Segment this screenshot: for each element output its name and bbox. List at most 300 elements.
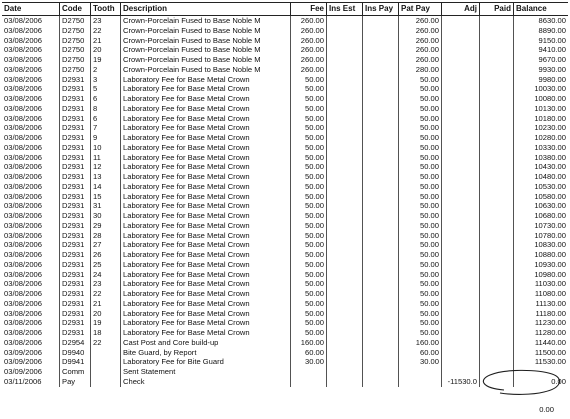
cell-description: Laboratory Fee for Base Metal Crown (121, 182, 291, 192)
header-ins-est: Ins Est (327, 3, 363, 15)
cell-tooth (91, 357, 121, 367)
cell-code: D2931 (60, 143, 91, 153)
cell-balance: 10130.00 (534, 103, 566, 113)
cell-adj (442, 75, 480, 85)
cell-ins-est (327, 55, 363, 65)
cell-pat-pay: 260.00 (399, 26, 442, 36)
cell-description: Crown-Porcelain Fused to Base Noble M (121, 16, 291, 26)
cell-date: 03/08/2006 (2, 162, 60, 172)
cell-tooth: 24 (91, 270, 121, 280)
cell-paid (480, 318, 514, 328)
cell-adj (442, 240, 480, 250)
cell-adj (442, 55, 480, 65)
table-row (2, 123, 568, 133)
cell-balance: 11530.00 (534, 357, 566, 367)
cell-ins-pay (363, 299, 399, 309)
table-row (2, 289, 568, 299)
cell-description: Crown-Porcelain Fused to Base Noble M (121, 36, 291, 46)
cell-code: D2931 (60, 260, 91, 270)
cell-code: D2954 (60, 338, 91, 348)
cell-balance: 11230.00 (534, 318, 566, 328)
cell-adj (442, 16, 480, 26)
cell-fee: 260.00 (291, 16, 327, 26)
cell-ins-pay (363, 240, 399, 250)
cell-ins-est (327, 94, 363, 104)
cell-date: 03/08/2006 (2, 153, 60, 163)
cell-balance: 9930.00 (538, 64, 566, 74)
cell-tooth: 22 (91, 289, 121, 299)
cell-paid (480, 367, 514, 377)
cell-paid (480, 289, 514, 299)
cell-ins-est (327, 133, 363, 143)
cell-date: 03/08/2006 (2, 231, 60, 241)
cell-description: Laboratory Fee for Base Metal Crown (121, 299, 291, 309)
cell-ins-est (327, 114, 363, 124)
cell-paid (480, 377, 514, 387)
cell-description: Laboratory Fee for Base Metal Crown (121, 94, 291, 104)
cell-description: Laboratory Fee for Base Metal Crown (121, 250, 291, 260)
cell-adj (442, 211, 480, 221)
cell-adj (442, 143, 480, 153)
cell-fee: 260.00 (291, 45, 327, 55)
cell-balance: 11280.00 (534, 328, 566, 337)
cell-code: Pay (60, 377, 91, 387)
table-row (2, 367, 568, 377)
cell-ins-pay (363, 192, 399, 202)
cell-ins-est (327, 182, 363, 192)
cell-balance: 10480.00 (534, 172, 566, 181)
cell-fee: 50.00 (291, 260, 327, 270)
cell-tooth: 21 (91, 36, 121, 46)
cell-ins-pay (363, 65, 399, 75)
table-row (2, 153, 568, 163)
cell-pat-pay: 50.00 (399, 260, 442, 270)
header-balance: Balance (516, 4, 547, 13)
cell-description: Laboratory Fee for Bite Guard (121, 357, 291, 367)
cell-ins-est (327, 84, 363, 94)
cell-ins-pay (363, 84, 399, 94)
cell-ins-est (327, 201, 363, 211)
cell-tooth: 6 (91, 94, 121, 104)
cell-ins-est (327, 65, 363, 75)
cell-paid (480, 357, 514, 367)
cell-paid (480, 192, 514, 202)
cell-ins-est (327, 377, 363, 387)
cell-tooth: 13 (91, 172, 121, 182)
cell-balance: 10930.00 (534, 259, 566, 269)
cell-fee: 50.00 (291, 328, 327, 338)
cell-tooth: 20 (91, 309, 121, 319)
cell-balance: 10980.00 (534, 269, 566, 279)
cell-paid (480, 94, 514, 104)
cell-date: 03/08/2006 (2, 299, 60, 309)
cell-paid (480, 279, 514, 289)
cell-balance: 10380.00 (534, 152, 566, 162)
cell-tooth: 31 (91, 201, 121, 211)
cell-date: 03/08/2006 (2, 26, 60, 36)
cell-fee: 50.00 (291, 153, 327, 163)
cell-paid (480, 162, 514, 172)
table-row (2, 348, 568, 358)
cell-code: D2750 (60, 26, 91, 36)
cell-ins-pay (363, 318, 399, 328)
cell-paid (480, 231, 514, 241)
cell-balance: 10180.00 (534, 113, 566, 123)
cell-ins-pay (363, 94, 399, 104)
cell-adj (442, 123, 480, 133)
cell-ins-est (327, 172, 363, 182)
cell-balance: 10330.00 (534, 142, 566, 152)
cell-adj (442, 201, 480, 211)
cell-ins-pay (363, 260, 399, 270)
cell-tooth (91, 377, 121, 387)
table-row (2, 55, 568, 65)
cell-code: D2931 (60, 84, 91, 94)
cell-description: Laboratory Fee for Base Metal Crown (121, 153, 291, 163)
cell-ins-pay (363, 377, 399, 387)
cell-fee: 50.00 (291, 104, 327, 114)
cell-pat-pay: 50.00 (399, 162, 442, 172)
cell-tooth (91, 367, 121, 377)
cell-balance: 10030.00 (534, 84, 566, 94)
cell-ins-pay (363, 26, 399, 36)
cell-description: Laboratory Fee for Base Metal Crown (121, 289, 291, 299)
cell-adj (442, 192, 480, 202)
table-row (2, 270, 568, 280)
cell-balance: 9980.00 (538, 74, 566, 84)
cell-fee: 50.00 (291, 318, 327, 328)
cell-ins-est (327, 45, 363, 55)
cell-paid (480, 143, 514, 153)
cell-ins-est (327, 143, 363, 153)
cell-pat-pay: 50.00 (399, 289, 442, 299)
cell-balance: 9410.00 (538, 45, 566, 55)
header-pat-pay: Pat Pay (399, 3, 442, 15)
cell-ins-est (327, 250, 363, 260)
cell-date: 03/08/2006 (2, 75, 60, 85)
cell-pat-pay: 50.00 (399, 172, 442, 182)
cell-pat-pay: 50.00 (399, 192, 442, 202)
cell-tooth: 2 (91, 65, 121, 75)
cell-balance: 0.00 (551, 376, 566, 386)
cell-ins-est (327, 192, 363, 202)
cell-ins-est (327, 123, 363, 133)
cell-description: Laboratory Fee for Base Metal Crown (121, 270, 291, 280)
table-row (2, 162, 568, 172)
cell-paid (480, 123, 514, 133)
cell-pat-pay: 50.00 (399, 84, 442, 94)
cell-adj (442, 104, 480, 114)
table-row (2, 240, 568, 250)
cell-description: Laboratory Fee for Base Metal Crown (121, 318, 291, 328)
cell-pat-pay: 260.00 (399, 45, 442, 55)
cell-pat-pay: 260.00 (399, 16, 442, 26)
cell-balance: 11500.00 (534, 347, 566, 357)
cell-ins-pay (363, 16, 399, 26)
cell-pat-pay: 50.00 (399, 240, 442, 250)
table-row (2, 84, 568, 94)
cell-pat-pay: 50.00 (399, 231, 442, 241)
table-row (2, 143, 568, 153)
cell-fee: 50.00 (291, 123, 327, 133)
cell-pat-pay: 50.00 (399, 153, 442, 163)
cell-fee: 50.00 (291, 221, 327, 231)
cell-ins-pay (363, 153, 399, 163)
cell-ins-pay (363, 279, 399, 289)
cell-pat-pay: 50.00 (399, 182, 442, 192)
cell-balance: 11440.00 (534, 337, 566, 347)
cell-paid (480, 133, 514, 143)
cell-date: 03/08/2006 (2, 123, 60, 133)
cell-balance: 11130.00 (535, 298, 566, 308)
cell-date: 03/08/2006 (2, 114, 60, 124)
cell-paid (480, 84, 514, 94)
cell-fee: 50.00 (291, 133, 327, 143)
cell-code: Comm (60, 367, 91, 377)
cell-code: D2931 (60, 182, 91, 192)
cell-ins-pay (363, 338, 399, 348)
cell-code: D2931 (60, 240, 91, 250)
cell-ins-est (327, 36, 363, 46)
cell-code: D2931 (60, 231, 91, 241)
table-row (2, 299, 568, 309)
cell-balance: 8630.00 (538, 16, 566, 25)
cell-ins-est (327, 104, 363, 114)
cell-pat-pay: 30.00 (399, 357, 442, 367)
cell-code: D2931 (60, 270, 91, 280)
table-row (2, 221, 568, 231)
cell-date: 03/08/2006 (2, 16, 60, 26)
cell-fee: 50.00 (291, 250, 327, 260)
cell-ins-est (327, 162, 363, 172)
cell-tooth: 12 (91, 162, 121, 172)
cell-ins-pay (363, 357, 399, 367)
cell-ins-pay (363, 231, 399, 241)
cell-tooth: 22 (91, 26, 121, 36)
cell-tooth: 28 (91, 231, 121, 241)
cell-fee: 50.00 (291, 279, 327, 289)
cell-paid (480, 270, 514, 280)
cell-description: Cast Post and Core build-up (121, 338, 291, 348)
cell-paid (480, 153, 514, 163)
cell-fee: 50.00 (291, 201, 327, 211)
cell-tooth: 8 (91, 104, 121, 114)
cell-ins-est (327, 279, 363, 289)
cell-date: 03/08/2006 (2, 172, 60, 182)
cell-paid (480, 45, 514, 55)
table-row (2, 36, 568, 46)
cell-ins-pay (363, 162, 399, 172)
cell-ins-pay (363, 201, 399, 211)
cell-tooth: 14 (91, 182, 121, 192)
cell-date: 03/08/2006 (2, 65, 60, 75)
cell-ins-pay (363, 348, 399, 358)
table-row (2, 45, 568, 55)
cell-pat-pay: 50.00 (399, 328, 442, 338)
cell-pat-pay: 50.00 (399, 318, 442, 328)
cell-ins-pay (363, 172, 399, 182)
cell-description: Laboratory Fee for Base Metal Crown (121, 328, 291, 338)
cell-balance: 10430.00 (534, 162, 566, 172)
cell-paid (480, 211, 514, 221)
cell-description: Sent Statement (121, 367, 291, 377)
cell-code: D2931 (60, 133, 91, 143)
cell-pat-pay: 260.00 (399, 36, 442, 46)
cell-date: 03/08/2006 (2, 318, 60, 328)
cell-tooth: 6 (91, 114, 121, 124)
cell-fee: 50.00 (291, 143, 327, 153)
cell-ins-pay (363, 75, 399, 85)
cell-date: 03/08/2006 (2, 240, 60, 250)
cell-paid (480, 260, 514, 270)
cell-ins-est (327, 75, 363, 85)
cell-adj (442, 153, 480, 163)
cell-description: Laboratory Fee for Base Metal Crown (121, 123, 291, 133)
cell-ins-est (327, 260, 363, 270)
cell-ins-pay (363, 104, 399, 114)
cell-code: D2931 (60, 250, 91, 260)
cell-code: D2931 (60, 153, 91, 163)
cell-ins-est (327, 299, 363, 309)
cell-code: D2750 (60, 55, 91, 65)
cell-tooth: 22 (91, 338, 121, 348)
cell-ins-est (327, 221, 363, 231)
cell-paid (480, 309, 514, 319)
cell-pat-pay: 50.00 (399, 279, 442, 289)
cell-pat-pay: 50.00 (399, 123, 442, 133)
cell-code: D2931 (60, 123, 91, 133)
cell-fee: 50.00 (291, 162, 327, 172)
cell-ins-pay (363, 182, 399, 192)
cell-paid (480, 16, 514, 26)
cell-adj (442, 289, 480, 299)
table-row (2, 65, 568, 75)
cell-adj (442, 299, 480, 309)
cell-adj (442, 309, 480, 319)
cell-ins-pay (363, 309, 399, 319)
header-paid: Paid (480, 3, 514, 15)
cell-pat-pay: 50.00 (399, 309, 442, 319)
cell-fee: 50.00 (291, 309, 327, 319)
cell-pat-pay: 50.00 (399, 94, 442, 104)
cell-tooth: 5 (91, 84, 121, 94)
final-balance: 0.00 (539, 405, 554, 414)
cell-ins-pay (363, 289, 399, 299)
cell-code: D2931 (60, 279, 91, 289)
cell-date: 03/08/2006 (2, 182, 60, 192)
cell-code: D2931 (60, 318, 91, 328)
cell-balance: 10630.00 (534, 201, 566, 211)
cell-fee: 50.00 (291, 231, 327, 241)
cell-adj (442, 318, 480, 328)
table-row (2, 357, 568, 367)
cell-paid (480, 328, 514, 338)
cell-balance: 10280.00 (534, 133, 566, 142)
cell-description: Crown-Porcelain Fused to Base Noble M (121, 45, 291, 55)
cell-code: D9940 (60, 348, 91, 358)
cell-adj (442, 231, 480, 241)
cell-date: 03/08/2006 (2, 36, 60, 46)
cell-adj (442, 114, 480, 124)
cell-ins-pay (363, 123, 399, 133)
cell-paid (480, 36, 514, 46)
table-body (2, 16, 568, 387)
cell-date: 03/08/2006 (2, 279, 60, 289)
cell-date: 03/08/2006 (2, 260, 60, 270)
cell-date: 03/08/2006 (2, 328, 60, 338)
cell-tooth: 26 (91, 250, 121, 260)
cell-pat-pay: 280.00 (399, 65, 442, 75)
cell-balance: 10230.00 (534, 123, 566, 133)
cell-paid (480, 240, 514, 250)
cell-balance (514, 367, 568, 377)
cell-fee: 50.00 (291, 289, 327, 299)
cell-adj (442, 26, 480, 36)
cell-fee (291, 377, 327, 387)
cell-date: 03/08/2006 (2, 55, 60, 65)
cell-code: D2750 (60, 36, 91, 46)
cell-fee: 50.00 (291, 94, 327, 104)
cell-ins-est (327, 357, 363, 367)
table-row (2, 328, 568, 338)
cell-fee: 260.00 (291, 26, 327, 36)
cell-adj (442, 260, 480, 270)
cell-balance: 10730.00 (534, 220, 566, 230)
cell-ins-pay (363, 36, 399, 46)
header-code: Code (60, 3, 91, 15)
cell-adj (442, 162, 480, 172)
cell-pat-pay: 50.00 (399, 133, 442, 143)
cell-adj (442, 367, 480, 377)
cell-fee: 50.00 (291, 84, 327, 94)
cell-adj (442, 338, 480, 348)
cell-tooth: 10 (91, 143, 121, 153)
cell-adj (442, 221, 480, 231)
cell-ins-pay (363, 133, 399, 143)
cell-description: Laboratory Fee for Base Metal Crown (121, 75, 291, 85)
cell-description: Laboratory Fee for Base Metal Crown (121, 162, 291, 172)
cell-pat-pay: 50.00 (399, 114, 442, 124)
cell-pat-pay: 50.00 (399, 221, 442, 231)
cell-code: D2931 (60, 104, 91, 114)
cell-fee: 260.00 (291, 65, 327, 75)
cell-tooth: 29 (91, 221, 121, 231)
cell-ins-est (327, 318, 363, 328)
cell-tooth: 18 (91, 328, 121, 338)
cell-paid (480, 182, 514, 192)
cell-pat-pay: 60.00 (399, 348, 442, 358)
cell-date: 03/11/2006 (2, 377, 60, 387)
cell-balance: 9670.00 (538, 55, 566, 64)
cell-balance: 10880.00 (534, 250, 566, 259)
header-ins-pay: Ins Pay (363, 3, 399, 15)
cell-description: Laboratory Fee for Base Metal Crown (121, 84, 291, 94)
cell-description: Crown-Porcelain Fused to Base Noble M (121, 55, 291, 65)
cell-pat-pay: 50.00 (399, 250, 442, 260)
cell-paid (480, 338, 514, 348)
cell-description: Laboratory Fee for Base Metal Crown (121, 279, 291, 289)
cell-code: D2750 (60, 45, 91, 55)
cell-balance: 10780.00 (534, 230, 566, 240)
cell-code: D2931 (60, 289, 91, 299)
cell-balance: 10080.00 (534, 94, 566, 103)
table-row (2, 16, 568, 26)
cell-code: D2750 (60, 16, 91, 26)
table-row (2, 182, 568, 192)
cell-date: 03/08/2006 (2, 211, 60, 221)
table-row (2, 260, 568, 270)
cell-adj (442, 328, 480, 338)
